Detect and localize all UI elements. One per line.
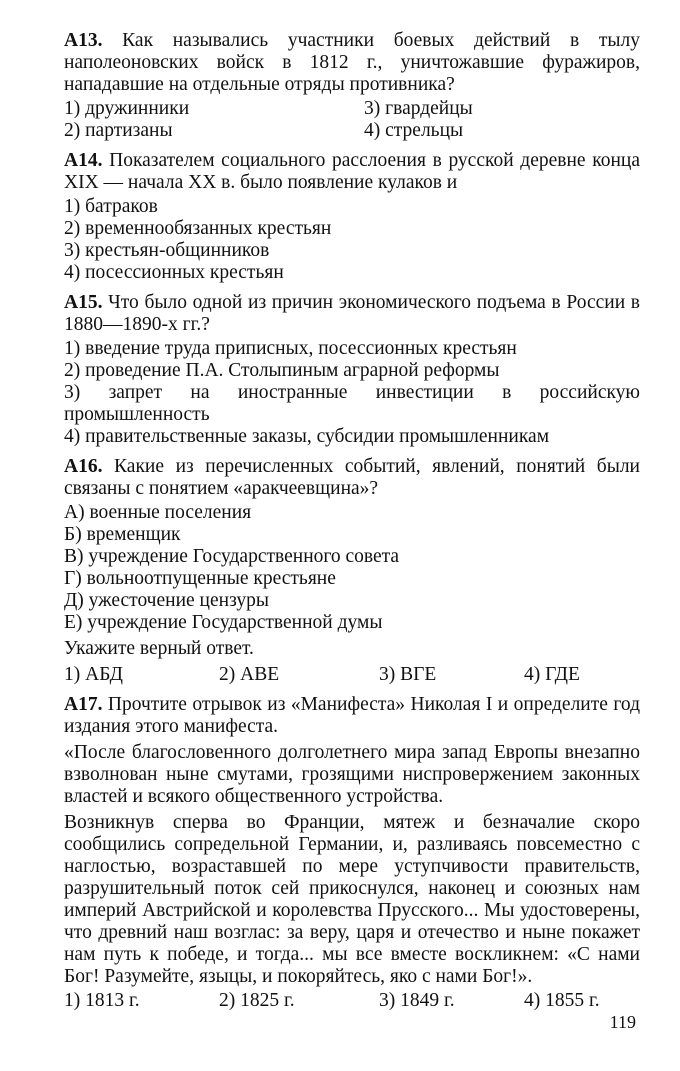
answer-option[interactable]: 2) временнообязанных крестьян xyxy=(64,218,332,239)
question-number: А16. xyxy=(64,456,103,477)
question-body: Как назывались участники боевых действий в тылу наполеоновских войск в 1812 г., уничтожавшие фуражиров, нападавшие на отдельные отряды противника? xyxy=(64,30,640,95)
list-item: Б) временщик xyxy=(64,524,181,545)
answer-option[interactable]: 2) проведение П.А. Столыпиным аграрной реформы xyxy=(64,360,500,381)
answer-option[interactable]: 2) АВЕ xyxy=(219,664,280,685)
question-text xyxy=(64,292,640,336)
question-body: Какие из перечисленных событий, явлений, понятий были связаны с понятием «аракчеевщина»? xyxy=(64,456,640,499)
question-number: А13. xyxy=(64,30,103,51)
question-a16 xyxy=(64,456,640,686)
question-body: Что было одной из причин экономического подъема в России в 1880—1890-х гг.? xyxy=(64,292,640,335)
question-text xyxy=(64,150,640,194)
answer-option[interactable]: 2) 1825 г. xyxy=(219,990,295,1011)
answer-option[interactable]: 4) 1855 г. xyxy=(524,990,600,1011)
list-item: В) учреждение Государственного совета xyxy=(64,546,400,567)
question-a17 xyxy=(64,694,640,1012)
answer-option[interactable]: 2) партизаны xyxy=(64,120,173,141)
answer-option[interactable]: 3) крестьян-общинников xyxy=(64,240,270,261)
question-text xyxy=(64,456,640,500)
question-body: Показателем социального расслоения в русской деревне конца XIX — начала XX в. было появление кулаков и xyxy=(64,150,640,193)
quote-paragraph: «После благословенного долголетнего мира запад Европы внезапно взволнован ныне смутами, грозящими ниспровержением законных властей и всякого общественного устройства. xyxy=(64,742,640,807)
answer-options xyxy=(64,98,640,142)
answer-option[interactable]: 1) дружинники xyxy=(64,98,190,119)
answer-option[interactable]: 1) 1813 г. xyxy=(64,990,140,1011)
answer-options xyxy=(64,664,640,686)
answer-option[interactable]: 4) ГДЕ xyxy=(524,664,580,685)
question-a13 xyxy=(64,30,640,142)
answer-option[interactable]: 3) ВГЕ xyxy=(379,664,437,685)
answer-prompt: Укажите верный ответ. xyxy=(64,638,254,659)
answer-option[interactable]: 4) посессионных крестьян xyxy=(64,262,284,283)
question-text xyxy=(64,30,640,96)
answer-option[interactable]: 1) введение труда приписных, посессионных крестьян xyxy=(64,338,517,359)
answer-option[interactable]: 3) 1849 г. xyxy=(379,990,455,1011)
quote-paragraph: Возникнув сперва во Франции, мятеж и безначалие скоро сообщились сопредельной Германии, и, разливаясь повсеместно с наглостью, возраставшей по мере уступчивости правительств, разрушительный поток сей прикоснулся, наконец и союзных нам империй Австрийской и королевства Прусского... Мы удостоверены, что древний наш возглас: за веру, царя и отечество и ныне покажет нам путь к победе, и тогда... мы все вместе воскликнем: «С нами Бог! Разумейте, языцы, и покоряйтесь, яко с нами Бог!». xyxy=(64,812,640,987)
answer-option[interactable]: 3) гвардейцы xyxy=(364,98,473,119)
list-item: А) военные поселения xyxy=(64,502,252,523)
answer-option[interactable]: 4) стрельцы xyxy=(364,120,464,141)
question-number: А15. xyxy=(64,292,103,313)
answer-option[interactable]: 1) батраков xyxy=(64,196,158,217)
page-number: 119 xyxy=(609,1012,636,1032)
answer-options xyxy=(64,338,640,448)
list-item: Е) учреждение Государственной думы xyxy=(64,612,383,633)
item-list xyxy=(64,502,640,634)
question-text xyxy=(64,694,640,738)
question-a14 xyxy=(64,150,640,284)
list-item: Г) вольноотпущенные крестьяне xyxy=(64,568,336,589)
question-body: Прочтите отрывок из «Манифеста» Николая I и определите год издания этого манифеста. xyxy=(64,694,640,737)
question-number: А17. xyxy=(64,694,103,715)
answer-options xyxy=(64,990,640,1012)
list-item: Д) ужесточение цензуры xyxy=(64,590,269,611)
answer-options xyxy=(64,196,640,284)
question-a15 xyxy=(64,292,640,448)
answer-option[interactable]: 1) АБД xyxy=(64,664,123,685)
answer-option[interactable]: 3) запрет на иностранные инвестиции в российскую промышленность xyxy=(64,382,640,425)
question-number: А14. xyxy=(64,150,103,171)
answer-option[interactable]: 4) правительственные заказы, субсидии промышленникам xyxy=(64,426,550,447)
